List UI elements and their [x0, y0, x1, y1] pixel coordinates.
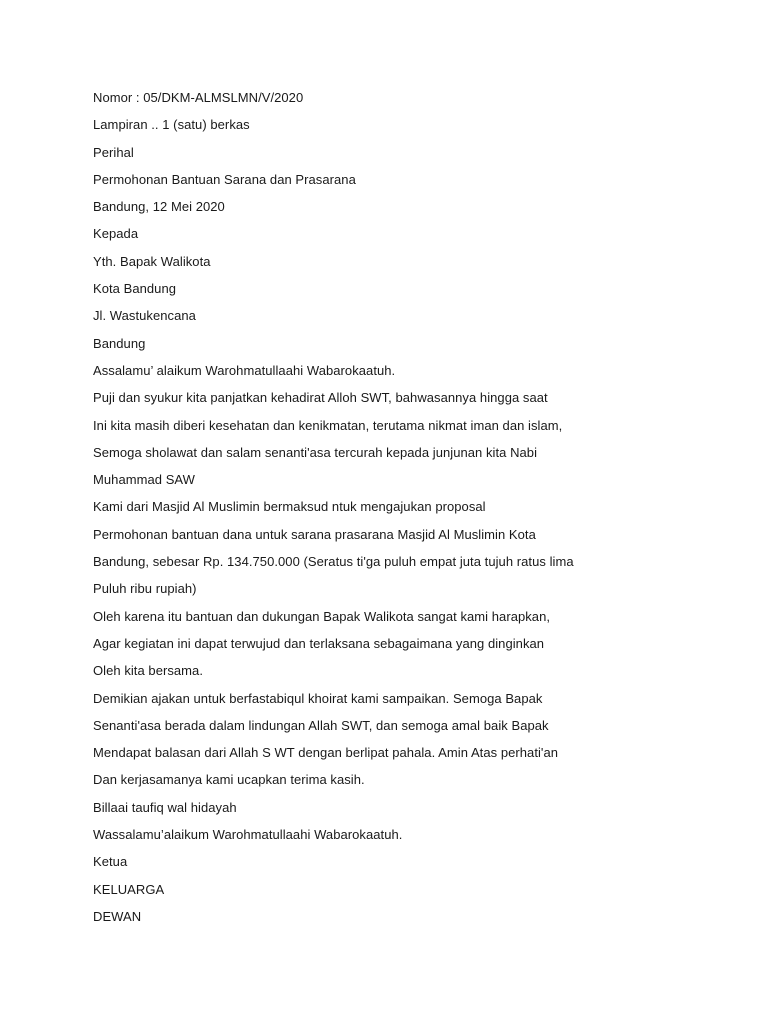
body-line: Senanti'asa berada dalam lindungan Allah SWT, dan semoga amal baik Bapak [93, 717, 549, 733]
body-line: Puji dan syukur kita panjatkan kehadirat Alloh SWT, bahwasannya hingga saat [93, 390, 548, 406]
place-date: Bandung, 12 Mei 2020 [93, 199, 225, 215]
body-line: Muhammad SAW [93, 472, 195, 488]
signatory-org-line: KELUARGA [93, 881, 165, 897]
closing-greeting: Wassalamu’alaikum Warohmatullaahi Wabarokaatuh. [93, 827, 403, 843]
body-line: Oleh kita bersama. [93, 663, 204, 679]
body-line: Demikian ajakan untuk berfastabiqul khoirat kami sampaikan. Semoga Bapak [93, 690, 543, 706]
signatory-org-line: DEWAN [93, 908, 142, 924]
body-line: Oleh karena itu bantuan dan dukungan Bapak Walikota sangat kami harapkan, [93, 608, 551, 624]
body-line: Kami dari Masjid Al Muslimin bermaksud ntuk mengajukan proposal [93, 499, 486, 515]
signatory-title: Ketua [93, 854, 128, 870]
letter-body [93, 84, 713, 930]
body-line: Puluh ribu rupiah) [93, 581, 197, 597]
body-line: Agar kegiatan ini dapat terwujud dan terlaksana sebagaimana yang dinginkan [93, 635, 545, 651]
recipient-label: Kepada [93, 226, 139, 242]
body-line: Dan kerjasamanya kami ucapkan terima kasih. [93, 772, 365, 788]
recipient-city: Kota Bandung [93, 281, 177, 297]
subject-label: Perihal [93, 144, 134, 160]
recipient-street: Jl. Wastukencana [93, 308, 196, 324]
body-line: Permohonan bantuan dana untuk sarana prasarana Masjid Al Muslimin Kota [93, 526, 536, 542]
letter-number: Nomor : 05/DKM-ALMSLMN/V/2020 [93, 90, 304, 105]
opening-greeting: Assalamu’ alaikum Warohmatullaahi Wabarokaatuh. [93, 362, 396, 378]
recipient-location: Bandung [93, 335, 146, 351]
closing-prayer: Billaai taufiq wal hidayah [93, 799, 237, 815]
body-line: Mendapat balasan dari Allah S WT dengan berlipat pahala. Amin Atas perhati'an [93, 745, 559, 761]
attachment-line: Lampiran .. 1 (satu) berkas [93, 117, 250, 133]
body-line: Bandung, sebesar Rp. 134.750.000 (Seratus ti'ga puluh empat juta tujuh ratus lima [93, 554, 574, 570]
body-line: Semoga sholawat dan salam senanti'asa tercurah kepada junjunan kita Nabi [93, 444, 538, 460]
body-line: Ini kita masih diberi kesehatan dan kenikmatan, terutama nikmat iman dan islam, [93, 417, 563, 433]
subject-text: Permohonan Bantuan Sarana dan Prasarana [93, 171, 356, 187]
recipient-name: Yth. Bapak Walikota [93, 253, 211, 269]
